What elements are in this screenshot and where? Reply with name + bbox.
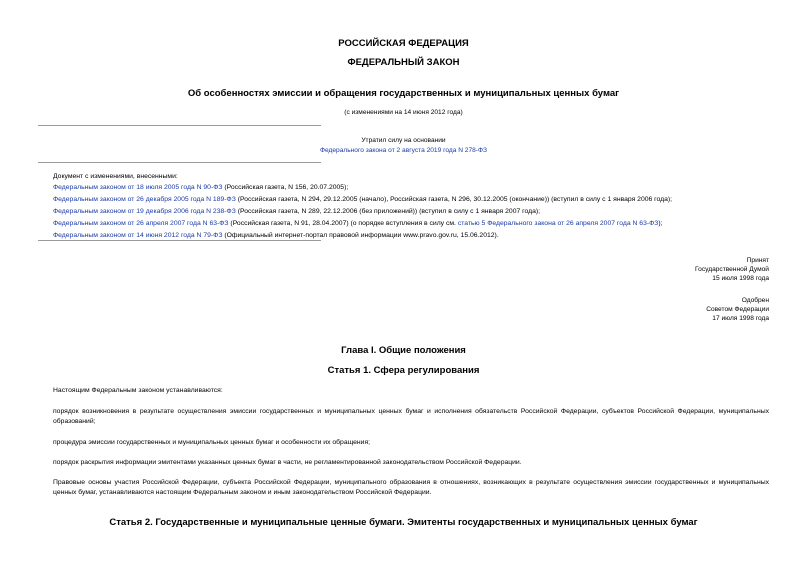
amendment-link[interactable]: Федеральным законом от 19 декабря 2006 года N 238-ФЗ bbox=[53, 208, 236, 215]
paragraph: порядок раскрытия информации эмитентами указанных ценных бумаг в части, не регламентированной законодательством Российской Федерации. bbox=[53, 459, 522, 466]
amendments-intro: Документ с изменениями, внесенными: bbox=[53, 173, 178, 180]
amendment-link[interactable]: Федеральным законом от 18 июля 2005 года N 90-ФЗ bbox=[53, 184, 223, 191]
divider bbox=[38, 125, 321, 126]
adoption-label: Одобрен bbox=[741, 297, 769, 304]
amendment-link[interactable]: Федеральным законом от 26 декабря 2005 года N 189-ФЗ bbox=[53, 196, 236, 203]
amendment-item bbox=[53, 219, 793, 228]
article-title: Статья 2. Государственные и муниципальные ценные бумаги. Эмитенты государственных и муниципальных ценных бумаг bbox=[109, 517, 698, 528]
amendment-text: (Российская газета, N 294, 29.12.2005 (начало), Российская газета, N 296, 30.12.2005 (окончание)) (вступил в силу с 1 января 2006 года); bbox=[235, 196, 673, 203]
amendment-link[interactable]: статью 5 Федерального закона от 26 апреля 2007 года N 63-ФЗ bbox=[457, 220, 659, 227]
amendment-text: (Российская газета, N 91, 28.04.2007) (о порядке вступления в силу см. bbox=[228, 220, 458, 227]
amendment-text: (Официальный интернет-портал правовой информации www.pravo.gov.ru, 15.06.2012). bbox=[222, 232, 499, 239]
amendment-item bbox=[53, 207, 793, 216]
amendment-item bbox=[53, 231, 793, 240]
doc-type-heading: ФЕДЕРАЛЬНЫЙ ЗАКОН bbox=[347, 57, 460, 68]
divider bbox=[38, 240, 321, 241]
amendments-block bbox=[53, 172, 793, 240]
amendment-item bbox=[53, 183, 793, 192]
divider bbox=[38, 162, 321, 163]
adoption-duma bbox=[695, 256, 769, 283]
adoption-council bbox=[706, 296, 769, 323]
amendment-text: (Российская газета, N 289, 22.12.2006 (без приложений)) (вступил в силу с 1 января 2007 года); bbox=[235, 208, 540, 215]
amendment-text: ); bbox=[658, 220, 663, 227]
amendment-text: (Российская газета, N 156, 20.07.2005); bbox=[222, 184, 349, 191]
adoption-date: 15 июля 1998 года bbox=[712, 275, 769, 282]
chapter-title: Глава I. Общие положения bbox=[341, 345, 466, 356]
adoption-body: Советом Федерации bbox=[706, 306, 769, 313]
law-title: Об особенностях эмиссии и обращения государственных и муниципальных ценных бумаг bbox=[187, 88, 620, 99]
amendment-item bbox=[53, 195, 793, 204]
paragraph: Правовые основы участия Российской Федерации, субъекта Российской Федерации, муниципального образования в отношениях, возникающих в результате осуществления эмиссии государственных и муниципальных ценных бумаг, устанавливаются настоящим Федеральным законом и иным законодательством Российской Федерации. bbox=[53, 479, 769, 496]
repeal-line: Утратил силу на основании bbox=[361, 137, 446, 144]
paragraph: процедура эмиссии государственных и муниципальных ценных бумаг и особенности их обращения; bbox=[53, 439, 371, 446]
paragraph: Настоящим Федеральным законом устанавливаются: bbox=[53, 387, 223, 394]
amendment-link[interactable]: Федеральным законом от 26 апреля 2007 года N 63-ФЗ bbox=[53, 220, 229, 227]
adoption-date: 17 июля 1998 года bbox=[712, 315, 769, 322]
amendment-link[interactable]: Федеральным законом от 14 июня 2012 года N 79-ФЗ bbox=[53, 232, 223, 239]
adoption-body: Государственной Думой bbox=[695, 266, 769, 273]
adoption-label: Принят bbox=[746, 257, 769, 264]
article-title: Статья 1. Сфера регулирования bbox=[327, 365, 480, 376]
repeal-link[interactable]: Федерального закона от 2 августа 2019 года N 278-ФЗ bbox=[319, 147, 488, 154]
paragraph: порядок возникновения в результате осуществления эмиссии государственных и муниципальных ценных бумаг и исполнения обязательств Российской Федерации, субъектов Российской Федерации, муниципальных образований; bbox=[53, 408, 769, 425]
changes-note: (с изменениями на 14 июня 2012 года) bbox=[344, 109, 463, 116]
country-heading: РОССИЙСКАЯ ФЕДЕРАЦИЯ bbox=[338, 38, 469, 49]
